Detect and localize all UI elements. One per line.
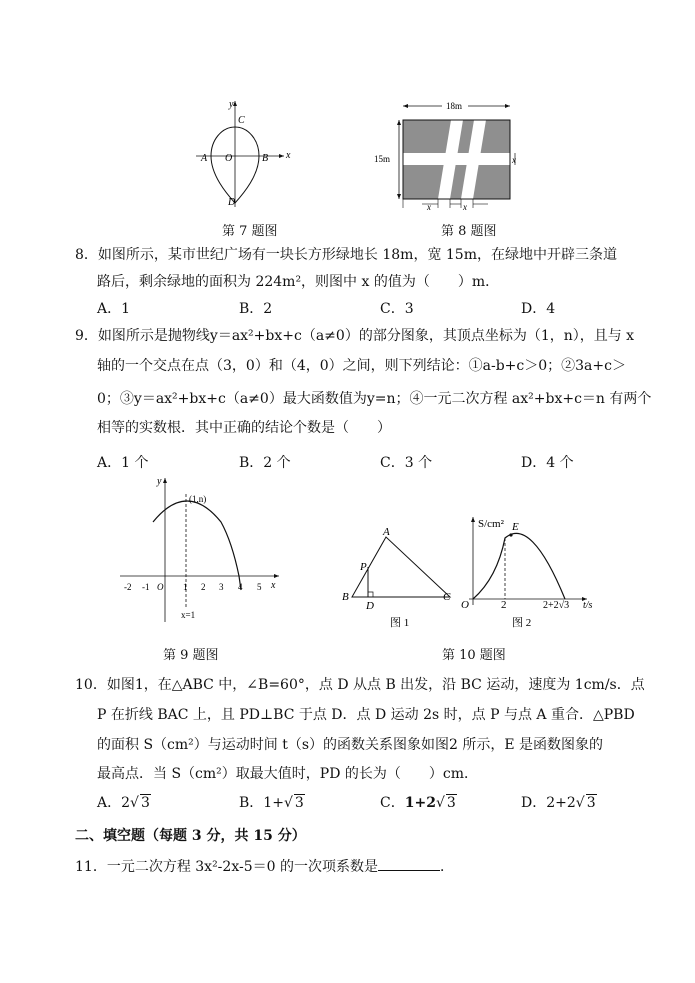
q10-option-a xyxy=(97,792,151,812)
q10-option-a-rad: 3 xyxy=(140,795,150,811)
q9-line-1: 9．如图所示是抛物线y＝ax²+bx+c（a≠0）的部分图象，其顶点坐标为（1，n），且与 x xyxy=(75,328,635,344)
fig10-label-b: B xyxy=(342,591,349,603)
fig10-caption: 第 10 题图 xyxy=(442,648,506,663)
fig7-label-d: D xyxy=(228,197,236,208)
fig10-triangle-diagram xyxy=(338,522,463,634)
q8-option-b: B．2 xyxy=(239,301,273,317)
q10-line-3: 的面积 S（cm²）与运动时间 t（s）的函数关系图象如图2 所示，E 是函数图象的 xyxy=(97,737,604,753)
sqrt-symbol: √ 3 xyxy=(130,795,150,811)
fig9-tick-5: 5 xyxy=(257,582,262,592)
fig10-t2-label: 2 xyxy=(501,599,507,611)
fig8-x-right: x xyxy=(512,155,516,165)
fig9-tick-2: 2 xyxy=(201,582,206,592)
fig8-width-arrow-r xyxy=(505,104,510,108)
fig9-x-arrow xyxy=(274,574,279,578)
fig7-label-y: y xyxy=(229,99,234,110)
q8-option-a: A．1 xyxy=(97,301,131,317)
q11-text: 11．一元二次方程 3x²-2x-5＝0 的一次项系数是 xyxy=(75,859,378,875)
q10-line-4: 最高点．当 S（cm²）取最大值时，PD 的长为（ ）cm． xyxy=(97,766,478,782)
fig10-fig2-name: 图 2 xyxy=(512,617,532,629)
q9-line-4: 相等的实数根．其中正确的结论个数是（ ） xyxy=(97,420,391,436)
q10-option-b-prefix: B． xyxy=(239,795,264,811)
q8-option-d: D．4 xyxy=(521,301,556,317)
q10-option-b-pre: 1+ xyxy=(263,795,284,811)
fig8-width-arrow-l xyxy=(403,104,408,108)
q10-option-c-prefix: C． xyxy=(380,795,405,811)
fig9-tick-1: 1 xyxy=(183,582,188,592)
q10-option-a-pre: 2 xyxy=(121,795,131,811)
fig9-y-label: y xyxy=(157,476,162,487)
q11-line xyxy=(75,856,454,877)
fig7-diagram xyxy=(190,95,295,215)
q10-option-c-rad: 3 xyxy=(446,795,456,811)
fig10-s-curve xyxy=(473,533,565,599)
fig9-tick-neg2: -2 xyxy=(124,582,132,592)
fig10-label-p: P xyxy=(360,561,367,573)
q8-option-c: C．3 xyxy=(380,301,414,317)
fig10-label-d: D xyxy=(366,600,374,612)
q8-line-2: 路后，剩余绿地的面积为 224m²，则图中 x 的值为（ ）m． xyxy=(97,274,500,290)
fig9-tick-3: 3 xyxy=(219,582,224,592)
fig8-caption: 第 8 题图 xyxy=(441,224,497,239)
fig7-label-c: C xyxy=(238,115,245,126)
fig8-diagram xyxy=(372,96,522,214)
sqrt-symbol: √ 3 xyxy=(575,795,596,811)
q10-option-b xyxy=(239,792,305,812)
q9-option-c: C．3 个 xyxy=(380,455,433,471)
fig8-x-bottom-2: x xyxy=(463,202,467,212)
q10-option-a-prefix: A． xyxy=(97,795,122,811)
q10-option-b-rad: 3 xyxy=(294,795,304,811)
fig10-fig1-name: 图 1 xyxy=(390,617,410,629)
fig10-s-arrow xyxy=(471,517,475,522)
fig10-graph-diagram xyxy=(455,510,615,635)
q10-line-2: P 在折线 BAC 上，且 PD⊥BC 于点 D．点 D 运动 2s 时，点 P 与点 A 重合．△PBD xyxy=(97,707,635,723)
q9-line-3: 0；③y＝ax²+bx+c（a≠0）最大函数值为y=n；④一元二次方程 ax²+bx+c＝n 有两个 xyxy=(97,391,652,407)
fig8-width-label: 18m xyxy=(446,101,463,111)
fig8-height-arrow-t xyxy=(397,120,401,125)
fig9-tick-4: 4 xyxy=(238,582,243,592)
fig7-label-x: x xyxy=(286,150,291,161)
fig9-tick-neg1: -1 xyxy=(142,582,150,592)
fig9-vertex-label: (1,n) xyxy=(189,494,207,504)
fig7-y-arrow xyxy=(233,101,237,106)
fig9-parabola xyxy=(153,501,241,590)
q8-line-1: 8．如图所示，某市世纪广场有一块长方形绿地长 18m，宽 15m，在绿地中开辟三条道 xyxy=(75,247,617,263)
fig10-o-label: O xyxy=(461,599,469,611)
q9-line-2: 轴的一个交点在点（3，0）和（4，0）之间，则下列结论：①a-b+c＞0；②3a+c＞ xyxy=(97,358,626,374)
fig7-caption: 第 7 题图 xyxy=(222,224,278,239)
q9-option-b: B．2 个 xyxy=(239,455,291,471)
fig9-y-arrow xyxy=(163,478,167,483)
fig9-diagram xyxy=(115,472,285,632)
fig8-x-bottom-1: x xyxy=(427,202,431,212)
fig9-caption: 第 9 题图 xyxy=(163,648,219,663)
q9-option-a: A．1 个 xyxy=(97,455,149,471)
fig10-point-e xyxy=(509,533,512,536)
fig7-label-a: A xyxy=(201,153,208,164)
sqrt-symbol: √ 3 xyxy=(435,795,456,811)
fig10-s-label: S/cm² xyxy=(478,518,504,530)
fig10-tend-label: 2+2√3 xyxy=(543,600,570,611)
fig10-e-label: E xyxy=(512,521,519,533)
section-2-title: 二、填空题（每题 3 分，共 15 分） xyxy=(75,828,306,844)
fig9-x-label: x xyxy=(271,580,276,591)
fig9-symmetry-label: x=1 xyxy=(181,610,196,620)
fig8-height-label: 15m xyxy=(374,154,391,164)
q11-answer-blank[interactable] xyxy=(378,856,440,871)
q10-option-d-prefix: D． xyxy=(521,795,547,811)
q10-option-c-pre: 1+2 xyxy=(404,795,436,811)
q9-option-d: D．4 个 xyxy=(521,455,574,471)
fig7-x-arrow xyxy=(279,154,284,158)
q10-option-d-pre: 2+2 xyxy=(546,795,576,811)
fig10-right-angle xyxy=(368,592,373,597)
fig10-t-label: t/s xyxy=(583,600,593,611)
q10-option-d xyxy=(521,792,597,812)
fig7-label-b: B xyxy=(262,153,269,164)
q10-line-1: 10．如图1，在△ABC 中，∠B=60°，点 D 从点 B 出发，沿 BC 运动，速度为 1cm/s．点 xyxy=(75,677,645,693)
sqrt-symbol: √ 3 xyxy=(283,795,304,811)
fig10-label-c: C xyxy=(443,591,451,603)
fig10-label-a: A xyxy=(383,526,390,538)
q10-option-c xyxy=(380,792,457,812)
q11-end: ． xyxy=(439,859,454,875)
q10-option-d-rad: 3 xyxy=(586,795,596,811)
fig7-label-o: O xyxy=(225,153,233,164)
fig8-height-arrow-b xyxy=(397,194,401,199)
fig9-tick-o: O xyxy=(157,582,164,592)
